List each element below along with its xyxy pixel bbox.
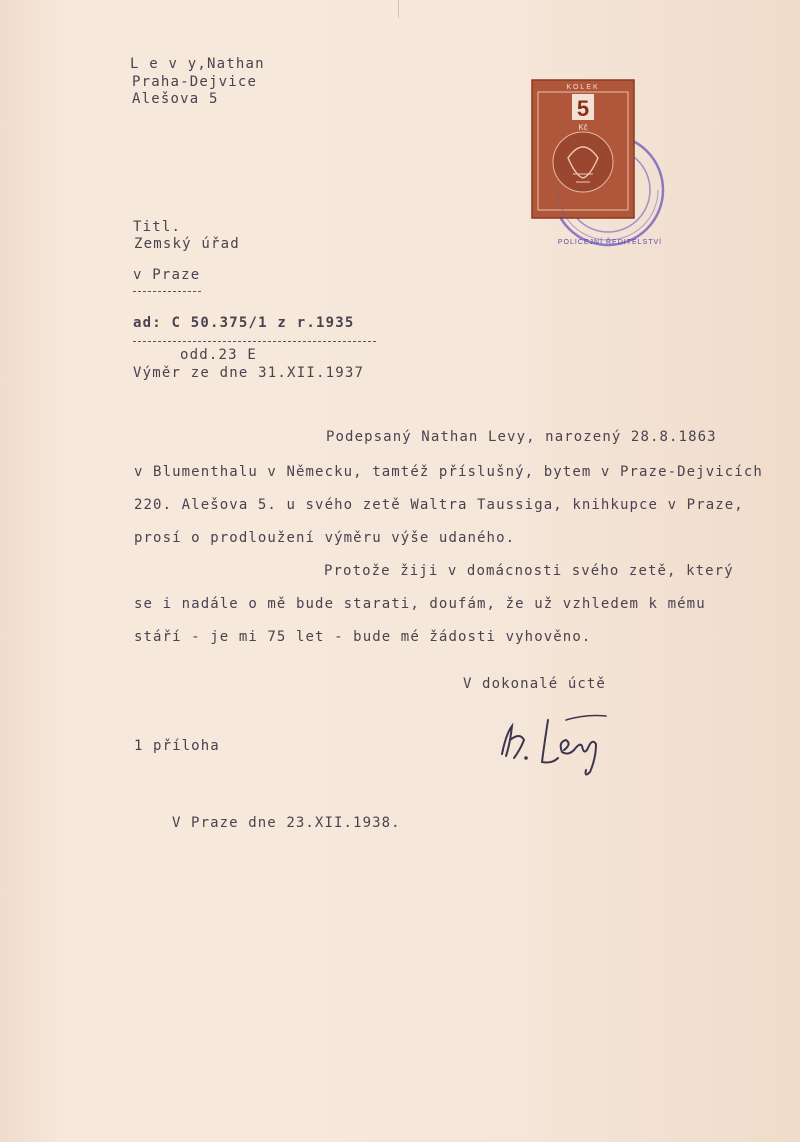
- body-line-5: Protože žiji v domácnosti svého zetě, který: [324, 563, 734, 579]
- reference-decree: Výměr ze dne 31.XII.1937: [133, 365, 365, 381]
- reference-ad: ad: C 50.375/1 z r.1935: [133, 315, 355, 331]
- body-line-6: se i nadále o mě bude starati, doufám, že už vzhledem k mému: [134, 596, 706, 612]
- closing-phrase: V dokonalé úctě: [463, 676, 606, 692]
- divider-short: [133, 291, 201, 292]
- date-line: V Praze dne 23.XII.1938.: [172, 815, 401, 831]
- stamp-currency: Kč: [578, 123, 588, 132]
- sender-city: Praha-Dejvice: [132, 74, 258, 90]
- recipient-salutation: Titl.: [133, 219, 182, 235]
- stamp-value: 5: [576, 96, 590, 121]
- recipient-office: Zemský úřad: [134, 236, 240, 252]
- recipient-city: v Praze: [133, 267, 201, 283]
- body-line-2: v Blumenthalu v Německu, tamtéž příslušný, bytem v Praze-Dejvicích: [134, 464, 763, 480]
- sender-name: L e v y,Nathan: [130, 56, 265, 72]
- sender-street: Alešova 5: [132, 91, 219, 107]
- reference-dept: odd.23 E: [180, 347, 258, 363]
- attachment-note: 1 příloha: [134, 738, 220, 754]
- seal-text: POLICEJNÍ ŘEDITELSTVÍ: [557, 239, 663, 246]
- body-line-7: stáří - je mi 75 let - bude mé žádosti vyhověno.: [134, 629, 592, 645]
- paper-fold: [398, 0, 399, 18]
- body-line-1: Podepsaný Nathan Levy, narozený 28.8.1863: [326, 429, 717, 445]
- body-line-4: prosí o prodloužení výměru výše udaného.: [134, 530, 516, 546]
- divider-long: [133, 341, 376, 342]
- body-line-3: 220. Alešova 5. u svého zetě Waltra Taussiga, knihkupce v Praze,: [134, 497, 744, 513]
- revenue-stamp: [528, 78, 668, 258]
- handwritten-signature: [492, 706, 632, 786]
- stamp-label: KOLEK: [566, 84, 600, 91]
